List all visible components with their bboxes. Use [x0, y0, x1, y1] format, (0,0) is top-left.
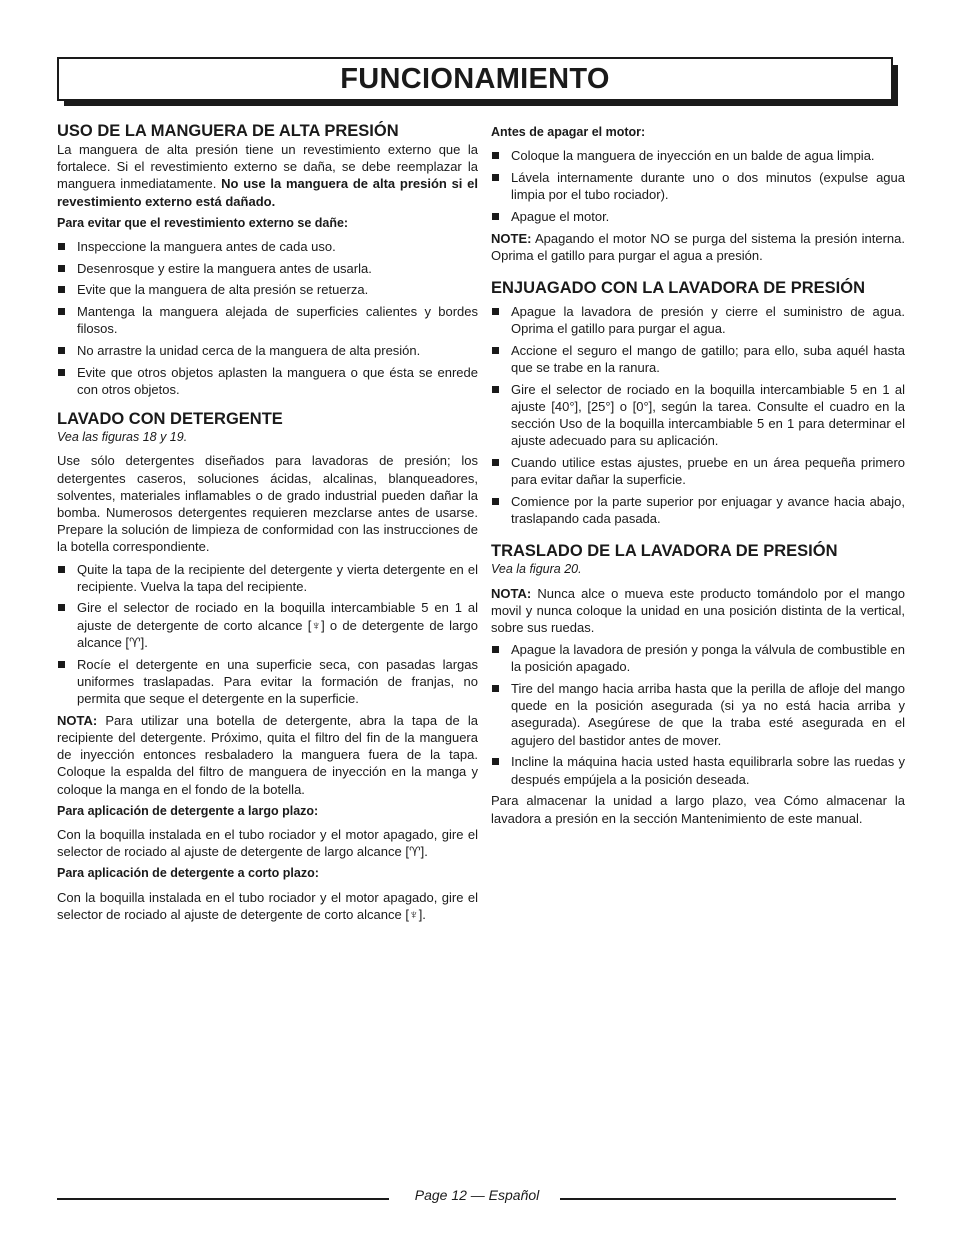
- rinsing-steps-list: [491, 303, 905, 527]
- right-column: [491, 122, 905, 831]
- note-text: Apagando el motor NO se purga del sistema la presión interna. Oprima el gatillo para purgar el agua a presión.: [491, 230, 905, 263]
- note-text: Para utilizar una botella de detergente, abra la tapa de la recipiente del detergente. Próximo, quita el filtro del fin de la manguera de inyección entonces resbaladero la manguera fuera de la tapa. Coloque la espalda del filtro de manguera de inyección en la manga y coloque la manga en el fondo de la botella.: [57, 712, 478, 797]
- note-text: Nunca alce o mueva este producto tomándolo por el mango movil y nunca coloque la unidad en una posición distinta de la vertical, sobre sus ruedas.: [491, 585, 905, 635]
- list-item: Apague la lavadora de presión y cierre el suministro de agua. Oprima el gatillo para purgar el agua.: [491, 303, 905, 337]
- note-label: NOTE:: [491, 230, 532, 246]
- figure-reference: Vea las figuras 18 y 19.: [57, 430, 188, 445]
- hose-intro-text: La manguera de alta presión tiene un revestimiento externo que la fortalece. Si el revestimiento externo se daña, se debe reemplazar la manguera inmediatamente.: [57, 142, 478, 192]
- list-item: Cuando utilice estas ajustes, pruebe en un área pequeña primero para evitar dañar la superficie.: [491, 454, 905, 488]
- page-footer: [0, 1187, 954, 1203]
- list-item: Desenrosque y estire la manguera antes de usarla.: [57, 260, 478, 277]
- transport-note: [491, 585, 905, 637]
- list-item: Quite la tapa de la recipiente del detergente y vierta detergente en el recipiente. Vuelva la tapa del recipiente.: [57, 561, 478, 595]
- list-item: Incline la máquina hacia usted hasta equilibrarla sobre las ruedas y después empújela a la posición deseada.: [491, 753, 905, 787]
- hose-warning-text: No use la manguera de alta presión si el revestimiento externo está dañado.: [57, 176, 478, 209]
- shutdown-note: [491, 230, 905, 264]
- hose-subheading: Para evitar que el revestimiento externo se dañe:: [57, 215, 349, 230]
- short-range-paragraph: Con la boquilla instalada en el tubo rociador y el motor apagado, gire el selector de rociado al ajuste de detergente de corto alcance [♆].: [57, 889, 478, 922]
- section-title-detergent: LAVADO CON DETERGENTE: [57, 410, 283, 429]
- note-label: NOTA:: [491, 585, 532, 601]
- short-range-subheading: Para aplicación de detergente a corto plazo:: [57, 866, 319, 881]
- left-column: [57, 122, 478, 927]
- list-item: No arrastre la unidad cerca de la manguera de alta presión.: [57, 342, 478, 359]
- list-item: Apague la lavadora de presión y ponga la válvula de combustible en la posición apagado.: [491, 641, 905, 675]
- list-item: Evite que la manguera de alta presión se retuerza.: [57, 281, 478, 298]
- list-item: Rocíe el detergente en una superficie seca, con pasadas largas uniformes traslapadas. Para evitar la formación de franjas, no permita que seque el detergente en la superficie.: [57, 656, 478, 708]
- detergent-intro-paragraph: Use sólo detergentes diseñados para lavadoras de presión; los detergentes caseros, soluciones ácidas, alcalinas, blanqueadores, solventes, materiales inflamables o de grado industrial pueden dañar la bomba. Numerosos detergentes requieren mezclarse antes de usarse. Prepare la solución de limpieza de conformidad con las instrucciones de la botella correspondiente.: [57, 453, 478, 555]
- detergent-note: [57, 712, 478, 798]
- list-item: Mantenga la manguera alejada de superficies calientes y bordes filosos.: [57, 303, 478, 337]
- hose-care-list: [57, 238, 478, 398]
- title-banner: [57, 57, 893, 101]
- long-range-paragraph: Con la boquilla instalada en el tubo rociador y el motor apagado, gire el selector de rociado al ajuste de detergente de largo alcance [♈].: [57, 826, 478, 860]
- page-number: Page 12 — Español: [407, 1187, 548, 1203]
- section-title-rinsing: ENJUAGADO CON LA LAVADORA DE PRESIÓN: [491, 278, 866, 297]
- figure-reference: Vea la figura 20.: [491, 562, 582, 577]
- list-item: Apague el motor.: [491, 208, 905, 225]
- list-item: Inspeccione la manguera antes de cada uso.: [57, 238, 478, 255]
- section-title-transport: TRASLADO DE LA LAVADORA DE PRESIÓN: [491, 542, 838, 561]
- storage-paragraph: Para almacenar la unidad a largo plazo, vea Cómo almacenar la lavadora a presión en la sección Mantenimiento de este manual.: [491, 793, 905, 826]
- long-range-subheading: Para aplicación de detergente a largo plazo:: [57, 803, 319, 818]
- list-item: Gire el selector de rociado en la boquilla intercambiable 5 en 1 al ajuste de detergente de corto alcance [♆] o de detergente de largo alcance [♈].: [57, 599, 478, 651]
- list-item: Evite que otros objetos aplasten la manguera o que ésta se enrede con otros objetos.: [57, 364, 478, 398]
- page-title: FUNCIONAMIENTO: [340, 62, 610, 95]
- list-item: Coloque la manguera de inyección en un balde de agua limpia.: [491, 147, 905, 164]
- before-shutdown-subheading: Antes de apagar el motor:: [491, 125, 646, 139]
- list-item: Comience por la parte superior por enjuagar y avance hacia abajo, traslapando cada pasada.: [491, 493, 905, 527]
- transport-steps-list: [491, 641, 905, 788]
- detergent-steps-list: [57, 561, 478, 708]
- list-item: Tire del mango hacia arriba hasta que la perilla de afloje del mango quede en la posición asegurada (si ya no está hacia arriba y asegurada). Asegúrese de que la traba esté asegurada en el agujero del bastidor antes de mover.: [491, 680, 905, 749]
- list-item: Lávela internamente durante uno o dos minutos (expulse agua limpia por el tubo rociador).: [491, 169, 905, 203]
- shutdown-steps-list: [491, 147, 905, 225]
- list-item: Accione el seguro el mango de gatillo; para ello, suba aquél hasta que se trabe en la ranura.: [491, 342, 905, 376]
- list-item: Gire el selector de rociado en la boquilla intercambiable 5 en 1 al ajuste [40°], [25°] o [0°], según la tarea. Consulte el cuadro en la sección Uso de la boquilla intercambiable 5 en 1 para determinar el ajuste adecuado para su aplicación.: [491, 381, 905, 450]
- section-title-hose-use: USO DE LA MANGUERA DE ALTA PRESIÓN: [57, 122, 399, 140]
- hose-intro-paragraph: [57, 141, 478, 210]
- note-label: NOTA:: [57, 712, 98, 728]
